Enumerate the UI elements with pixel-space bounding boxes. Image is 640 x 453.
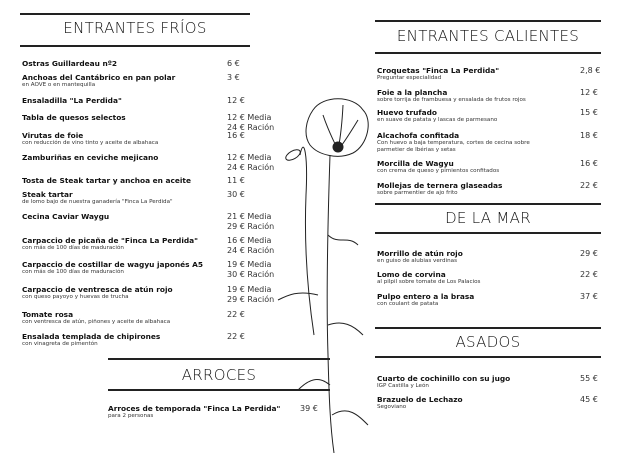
item-name: Carpaccio de picaña de "Finca La Perdida" [22, 236, 198, 245]
price-line: 22 € [227, 310, 245, 319]
menu-item [377, 159, 499, 175]
item-price [580, 66, 600, 76]
item-name: Cuarto de cochinillo con su jugo [377, 374, 511, 383]
price-line: 24 € Ración [227, 163, 275, 172]
price-line: 19 € Media [227, 285, 272, 294]
section-title-arroces: ARROCES [181, 366, 257, 384]
price-line: 12 € [227, 96, 245, 105]
item-name: Carpaccio de ventresca de atún rojo [22, 285, 173, 294]
menu-item [377, 108, 497, 124]
item-price [227, 131, 245, 141]
item-price [580, 395, 598, 405]
item-name: Ensalada templada de chipirones [22, 332, 161, 341]
item-price [227, 310, 245, 320]
menu-item [22, 332, 160, 348]
price-line: 39 € [300, 404, 318, 413]
item-price [580, 249, 598, 259]
divider [375, 52, 601, 54]
divider [375, 232, 601, 234]
menu-item [22, 260, 203, 276]
item-name: Brazuelo de Lechazo [377, 395, 463, 404]
item-description: con coulant de patata [377, 301, 439, 307]
item-name: Tabla de quesos selectos [22, 113, 126, 122]
item-price [580, 108, 598, 118]
item-description: con vinagreta de pimentón [22, 341, 98, 347]
price-line: 30 € [227, 190, 245, 199]
item-description: sobre parmentier de ajo frito [377, 190, 458, 196]
item-name: Ensaladilla "La Perdida" [22, 96, 122, 105]
menu-item [377, 270, 480, 286]
item-name: Alcachofa confitada [377, 131, 460, 140]
item-price [227, 285, 274, 305]
menu-item [22, 113, 126, 122]
menu-item [108, 404, 280, 420]
item-name: Virutas de foie [22, 131, 84, 140]
item-price [227, 212, 274, 232]
menu-item [22, 73, 175, 89]
divider [108, 358, 330, 360]
item-price [227, 73, 240, 83]
price-line: 12 € Media [227, 153, 272, 162]
item-price [580, 131, 598, 141]
price-line: 29 € Ración [227, 222, 275, 231]
price-line: 3 € [227, 73, 240, 82]
price-line: 22 € [580, 270, 598, 279]
price-line: 30 € Ración [227, 270, 275, 279]
price-line: 21 € Media [227, 212, 272, 221]
item-name: Mollejas de ternera glaseadas [377, 181, 503, 190]
price-line: 37 € [580, 292, 598, 301]
price-line: 12 € [580, 88, 598, 97]
item-description: al pilpil sobre tomate de Los Palacios [377, 279, 481, 285]
price-line: 19 € Media [227, 260, 272, 269]
divider [20, 13, 250, 15]
section-title-entrantes-calientes: ENTRANTES CALIENTES [396, 27, 580, 45]
price-line: 12 € Media [227, 113, 272, 122]
item-price [580, 374, 598, 384]
price-line: 2,8 € [580, 66, 601, 75]
item-price [300, 404, 318, 414]
item-description: con reducción de vino tinto y aceite de albahaca [22, 140, 159, 146]
item-price [580, 270, 598, 280]
item-name: Tosta de Steak tartar y anchoa en aceite [22, 176, 191, 185]
price-line: 16 € [227, 131, 245, 140]
menu-item [377, 374, 510, 390]
item-price [227, 332, 245, 342]
item-name: Pulpo entero a la brasa [377, 292, 475, 301]
price-line: 16 € [580, 159, 598, 168]
item-name: Tomate rosa [22, 310, 74, 319]
price-line: 55 € [580, 374, 598, 383]
item-price [580, 159, 598, 169]
divider [20, 45, 250, 47]
item-price [227, 176, 245, 186]
item-price [227, 113, 274, 133]
divider [108, 389, 330, 391]
item-price [227, 96, 245, 106]
item-name: Morcilla de Wagyu [377, 159, 454, 168]
item-price [580, 88, 598, 98]
item-price [227, 260, 274, 280]
item-name: Croquetas "Finca La Perdida" [377, 66, 500, 75]
item-name: Carpaccio de costillar de wagyu japonés A5 [22, 260, 203, 269]
price-line: 29 € Ración [227, 295, 275, 304]
menu-item [22, 190, 173, 206]
item-price [227, 59, 240, 69]
menu-item [377, 181, 502, 197]
price-line: 22 € [227, 332, 245, 341]
menu-item [22, 310, 170, 326]
item-description: parmetier de Ibérias y setas [377, 147, 456, 153]
item-description: Con huevo a baja temperatura, cortes de cecina sobre [377, 140, 530, 146]
item-description: para 2 personas [108, 413, 154, 419]
item-name: Cecina Caviar Waygu [22, 212, 110, 221]
item-description: con ventresca de atún, piñones y aceite de albahaca [22, 319, 171, 325]
item-price [227, 190, 245, 200]
item-description: sobre torrija de frambuesa y ensalada de frutos rojos [377, 97, 526, 103]
divider [375, 203, 601, 205]
item-description: IGP Castilla y León [377, 383, 429, 389]
price-line: 45 € [580, 395, 598, 404]
item-price [227, 153, 274, 173]
section-title-asados: ASADOS [455, 333, 521, 351]
item-name: Morrillo de atún rojo [377, 249, 463, 258]
item-name: Steak tartar [22, 190, 73, 199]
item-name: Arroces de temporada "Finca La Perdida" [108, 404, 281, 413]
item-description: en AOVE o en mantequilla [22, 82, 96, 88]
item-description: Preguntar especialidad [377, 75, 442, 81]
price-line: 11 € [227, 176, 245, 185]
item-description: de lomo bajo de nuestra ganadería "Finca La Perdida" [22, 199, 173, 205]
item-name: Lomo de corvina [377, 270, 446, 279]
menu-item [377, 88, 526, 104]
price-line: 6 € [227, 59, 240, 68]
item-price [580, 292, 598, 302]
price-line: 15 € [580, 108, 598, 117]
item-description: con crema de queso y pimientos confitados [377, 168, 500, 174]
menu-item [377, 395, 463, 411]
item-description: con más de 100 días de maduración [22, 269, 124, 275]
divider [375, 356, 601, 358]
menu-item [22, 59, 117, 68]
menu-item [377, 131, 530, 154]
menu-item [22, 96, 122, 105]
item-description: en suave de patata y lascas de parmesano [377, 117, 498, 123]
menu-item [377, 292, 474, 308]
price-line: 29 € [580, 249, 598, 258]
item-name: Huevo trufado [377, 108, 437, 117]
item-name: Anchoas del Cantábrico en pan polar [22, 73, 176, 82]
price-line: 24 € Ración [227, 246, 275, 255]
item-description: en guiso de alubias verdinas [377, 258, 457, 264]
section-title-entrantes-frios: ENTRANTES FRÍOS [63, 19, 207, 37]
divider [375, 327, 601, 329]
item-description: Segoviano [377, 404, 407, 410]
price-line: 16 € Media [227, 236, 272, 245]
price-line: 22 € [580, 181, 598, 190]
item-name: Zamburiñas en ceviche mejicano [22, 153, 159, 162]
item-description: con más de 100 días de maduración [22, 245, 124, 251]
section-title-de-la-mar: DE LA MAR [445, 209, 531, 227]
divider [375, 20, 601, 22]
menu-item [377, 249, 463, 265]
menu-item [22, 285, 173, 301]
item-name: Ostras Guillardeau nº2 [22, 59, 118, 68]
price-line: 24 € Ración [227, 123, 275, 132]
menu-item [22, 131, 158, 147]
menu-item [377, 66, 499, 82]
item-price [227, 236, 274, 256]
item-name: Foie a la plancha [377, 88, 448, 97]
item-description: con queso payoyo y huevas de trucha [22, 294, 129, 300]
menu-item [22, 176, 191, 185]
menu-item [22, 153, 158, 162]
item-price [580, 181, 598, 191]
menu-item [22, 212, 109, 221]
menu-item [22, 236, 198, 252]
price-line: 18 € [580, 131, 598, 140]
